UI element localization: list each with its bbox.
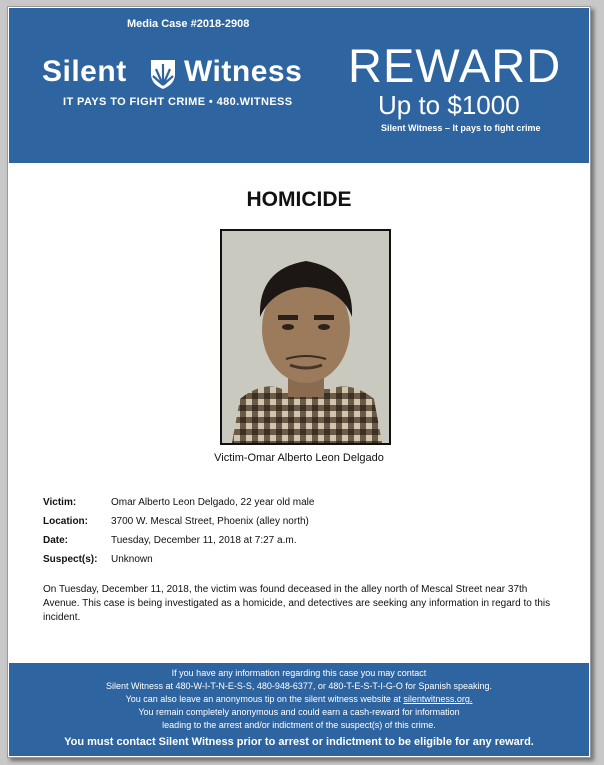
footer-line: leading to the arrest and/or indictment of the suspect(s) of this crime.: [162, 720, 436, 730]
footer-text: You can also leave an anonymous tip on the silent witness website at: [125, 694, 404, 704]
shield-icon: [148, 57, 178, 91]
logo-word-silent: Silent: [42, 55, 127, 88]
silent-witness-logo: [42, 55, 322, 95]
website-link[interactable]: silentwitness.org.: [403, 694, 473, 704]
detail-label: Location:: [43, 516, 88, 527]
footer-line: You remain completely anonymous and could earn a cash-reward for information: [138, 707, 460, 717]
photo-caption: Victim-Omar Alberto Leon Delgado: [214, 452, 384, 464]
tagline: IT PAYS TO FIGHT CRIME • 480.WITNESS: [63, 96, 293, 108]
logo-word-witness: Witness: [184, 55, 303, 88]
detail-label: Suspect(s):: [43, 554, 98, 565]
page-title: HOMICIDE: [246, 188, 352, 211]
flyer-page: [7, 6, 591, 758]
footer-line-website: [9, 694, 589, 704]
reward-subtitle: Silent Witness – It pays to fight crime: [381, 123, 541, 133]
case-narrative: On Tuesday, December 11, 2018, the victim was found deceased in the alley north of Mescal Street near 37th Avenue. This case is being investigated as a homicide, and detectives are seeking any information in regard to this incident.: [43, 584, 551, 623]
detail-value: Unknown: [111, 554, 153, 565]
detail-value: Omar Alberto Leon Delgado, 22 year old male: [111, 497, 315, 508]
footer-line: Silent Witness at 480-W-I-T-N-E-S-S, 480-948-6377, or 480-T-E-S-T-I-G-O for Spanish speaking.: [106, 681, 492, 691]
footer-banner: [9, 663, 589, 756]
header-banner: [9, 8, 589, 163]
victim-photo: [220, 229, 391, 445]
footer-eligibility-notice: You must contact Silent Witness prior to arrest or indictment to be eligible for any reward.: [64, 736, 534, 748]
media-case-number: Media Case #2018-2908: [127, 18, 250, 30]
reward-title: REWARD: [348, 39, 562, 92]
victim-portrait: [222, 231, 389, 443]
detail-value: Tuesday, December 11, 2018 at 7:27 a.m.: [111, 535, 297, 546]
detail-value: 3700 W. Mescal Street, Phoenix (alley north): [111, 516, 309, 527]
reward-amount: Up to $1000: [378, 90, 520, 120]
detail-label: Victim:: [43, 497, 77, 508]
detail-label: Date:: [43, 535, 69, 546]
footer-line: If you have any information regarding this case you may contact: [171, 668, 427, 678]
